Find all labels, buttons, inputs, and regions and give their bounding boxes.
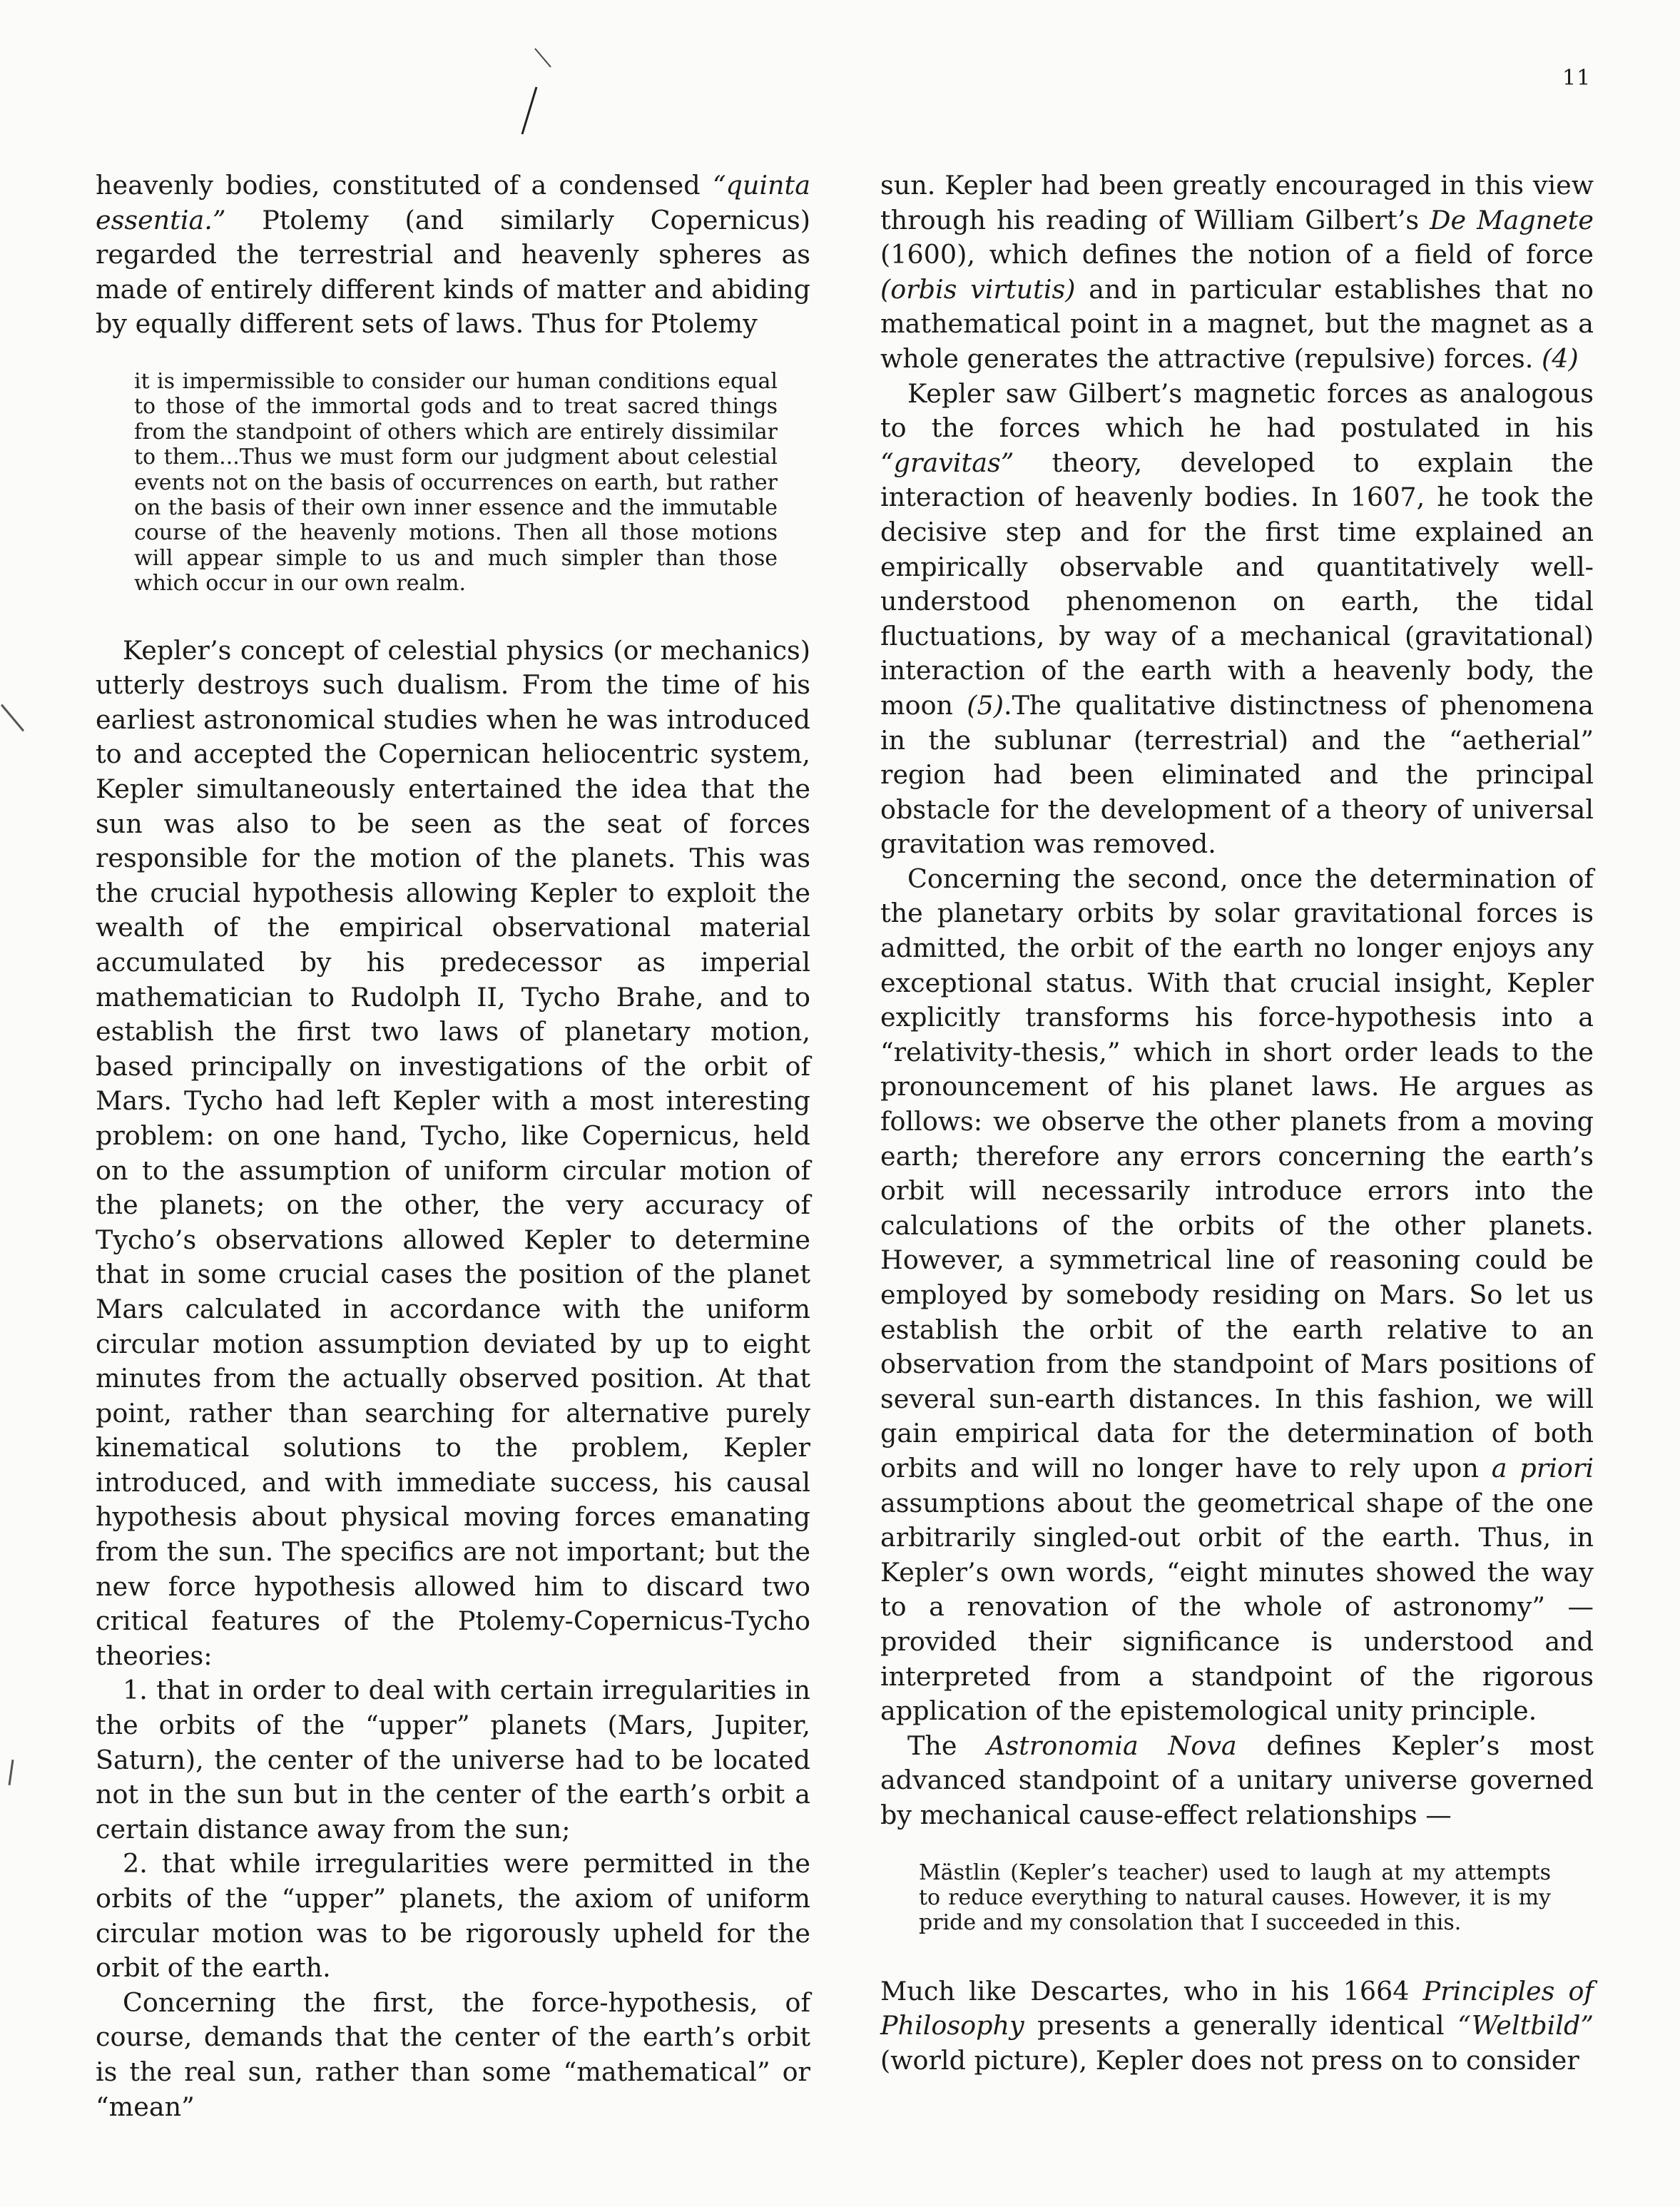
italic-term: De Magnete	[1430, 204, 1594, 235]
pen-mark	[515, 43, 558, 136]
italic-term: “gravitas”	[880, 447, 1014, 478]
paragraph: sun. Kepler had been greatly encouraged in this view through his reading of William Gilbert’s De Magnete (1600), which defines the notion of a field of force (orbis virtutis) and in particular establishes that no mathematical point in a magnet, but the magnet as a whole generates the attractive (repulsive) forces. (4)	[880, 170, 1594, 374]
left-column	[96, 168, 810, 2124]
paragraph: The Astronomia Nova defines Kepler’s most advanced standpoint of a unitary universe governed by mechanical cause-effect relationships —	[880, 1730, 1594, 1830]
italic-term: Astronomia Nova	[987, 1730, 1237, 1761]
paragraph: Much like Descartes, who in his 1664 Principles of Philosophy presents a generally identical “Weltbild” (world picture), Kepler does not press on to consider	[880, 1975, 1594, 2076]
block-quote: Mästlin (Kepler’s teacher) used to laugh at my attempts to reduce everything to natural causes. However, it is my pride and my consolation that I succeeded in this.	[919, 1860, 1551, 1936]
paragraph: Kepler’s concept of celestial physics (or mechanics) utterly destroys such dualism. From the time of his earliest astronomical studies when he was introduced to and accepted the Copernican heliocentric system, Kepler simultaneously entertained the idea that the sun was also to be seen as the seat of forces responsible for the motion of the planets. This was the crucial hypothesis allowing Kepler to exploit the wealth of the empirical observational material accumulated by his predecessor as imperial mathematician to Rudolph II, Tycho Brahe, and to establish the first two laws of planetary motion, based principally on investigations of the orbit of Mars. Tycho had left Kepler with a most interesting problem: on one hand, Tycho, like Copernicus, held on to the assumption of uniform circular motion of the planets; on the other, the very accuracy of Tycho’s observations allowed Kepler to determine that in some crucial cases the position of the planet Mars calculated in accordance with the uniform circular motion assumption deviated by up to eight minutes from the actually observed position. At that point, rather than searching for alternative purely kinematical solutions to the problem, Kepler introduced, and with immediate success, his causal hypothesis about physical moving forces emanating from the sun. The specifics are not important; but the new force hypothesis allowed him to discard two critical features of the Ptolemy-Copernicus-Tycho theories:	[96, 634, 810, 1671]
footnote-ref: (5)	[967, 689, 1004, 721]
italic-term: Principles of Philosophy	[880, 1975, 1594, 2041]
italic-term: “quinta essentia.”	[96, 170, 810, 235]
right-column	[880, 168, 1594, 2079]
italic-term: “Weltbild”	[1457, 2010, 1594, 2041]
footnote-ref: (4)	[1542, 343, 1579, 374]
list-item: 2. that while irregularities were permitted in the orbits of the “upper” planets, the axiom of uniform circular motion was to be rigorously upheld for the orbit of the earth.	[96, 1848, 810, 1984]
paragraph: heavenly bodies, constituted of a condensed “quinta essentia.” Ptolemy (and similarly Copernicus) regarded the terrestrial and heavenly spheres as made of entirely different kinds of matter and abiding by equally different sets of laws. Thus for Ptolemy	[96, 170, 810, 340]
italic-term: (orbis virtutis)	[880, 273, 1076, 305]
scan-mark	[9, 1760, 14, 1785]
scan-mark	[1, 704, 24, 732]
italic-term: a priori	[1491, 1452, 1594, 1483]
block-quote: it is impermissible to consider our human conditions equal to those of the immortal gods and to treat sacred things from the standpoint of others which are entirely dissimilar to them...Thus we must form our judgment about celestial events not on the basis of occurrences on earth, but rather on the basis of their own inner essence and the immutable course of the heavenly motions. Then all those motions will appear simple to us and much simpler than those which occur in our own realm.	[134, 368, 778, 597]
page-number: 11	[1562, 66, 1592, 91]
paragraph: Kepler saw Gilbert’s magnetic forces as analogous to the forces which he had postulated in his “gravitas” theory, developed to explain the interaction of heavenly bodies. In 1607, he took the decisive step and for the first time explained an empirically observable and quantitatively well-understood phenomenon on earth, the tidal fluctuations, by way of a mechanical (gravitational) interaction of the earth with a heavenly body, the moon (5).The qualitative distinctness of phenomena in the sublunar (terrestrial) and the “aetherial” region had been eliminated and the principal obstacle for the development of a theory of universal gravitation was removed.	[880, 377, 1594, 860]
list-item: 1. that in order to deal with certain irregularities in the orbits of the “upper” planets (Mars, Jupiter, Saturn), the center of the universe had to be located not in the sun but in the center of the earth’s orbit a certain distance away from the sun;	[96, 1675, 810, 1845]
paragraph: Concerning the first, the force-hypothesis, of course, demands that the center of the earth’s orbit is the real sun, rather than some “mathematical” or “mean”	[96, 1987, 810, 2122]
paragraph: Concerning the second, once the determination of the planetary orbits by solar gravitational forces is admitted, the orbit of the earth no longer enjoys any exceptional status. With that crucial insight, Kepler explicitly transforms his force-hypothesis into a “relativity-thesis,” which in short order leads to the pronouncement of his planet laws. He argues as follows: we observe the other planets from a moving earth; therefore any errors concerning the earth’s orbit will necessarily introduce errors into the calculations of the orbits of the other planets. However, a symmetrical line of reasoning could be employed by somebody residing on Mars. So let us establish the orbit of the earth relative to an observation from the standpoint of Mars positions of several sun-earth distances. In this fashion, we will gain empirical data for the determination of both orbits and will no longer have to rely upon a priori assumptions about the geometrical shape of the one arbitrarily singled-out orbit of the earth. Thus, in Kepler’s own words, “eight minutes showed the way to a renovation of the whole of astronomy” — provided their significance is understood and interpreted from a standpoint of the rigorous application of the epistemological unity principle.	[880, 863, 1594, 1727]
